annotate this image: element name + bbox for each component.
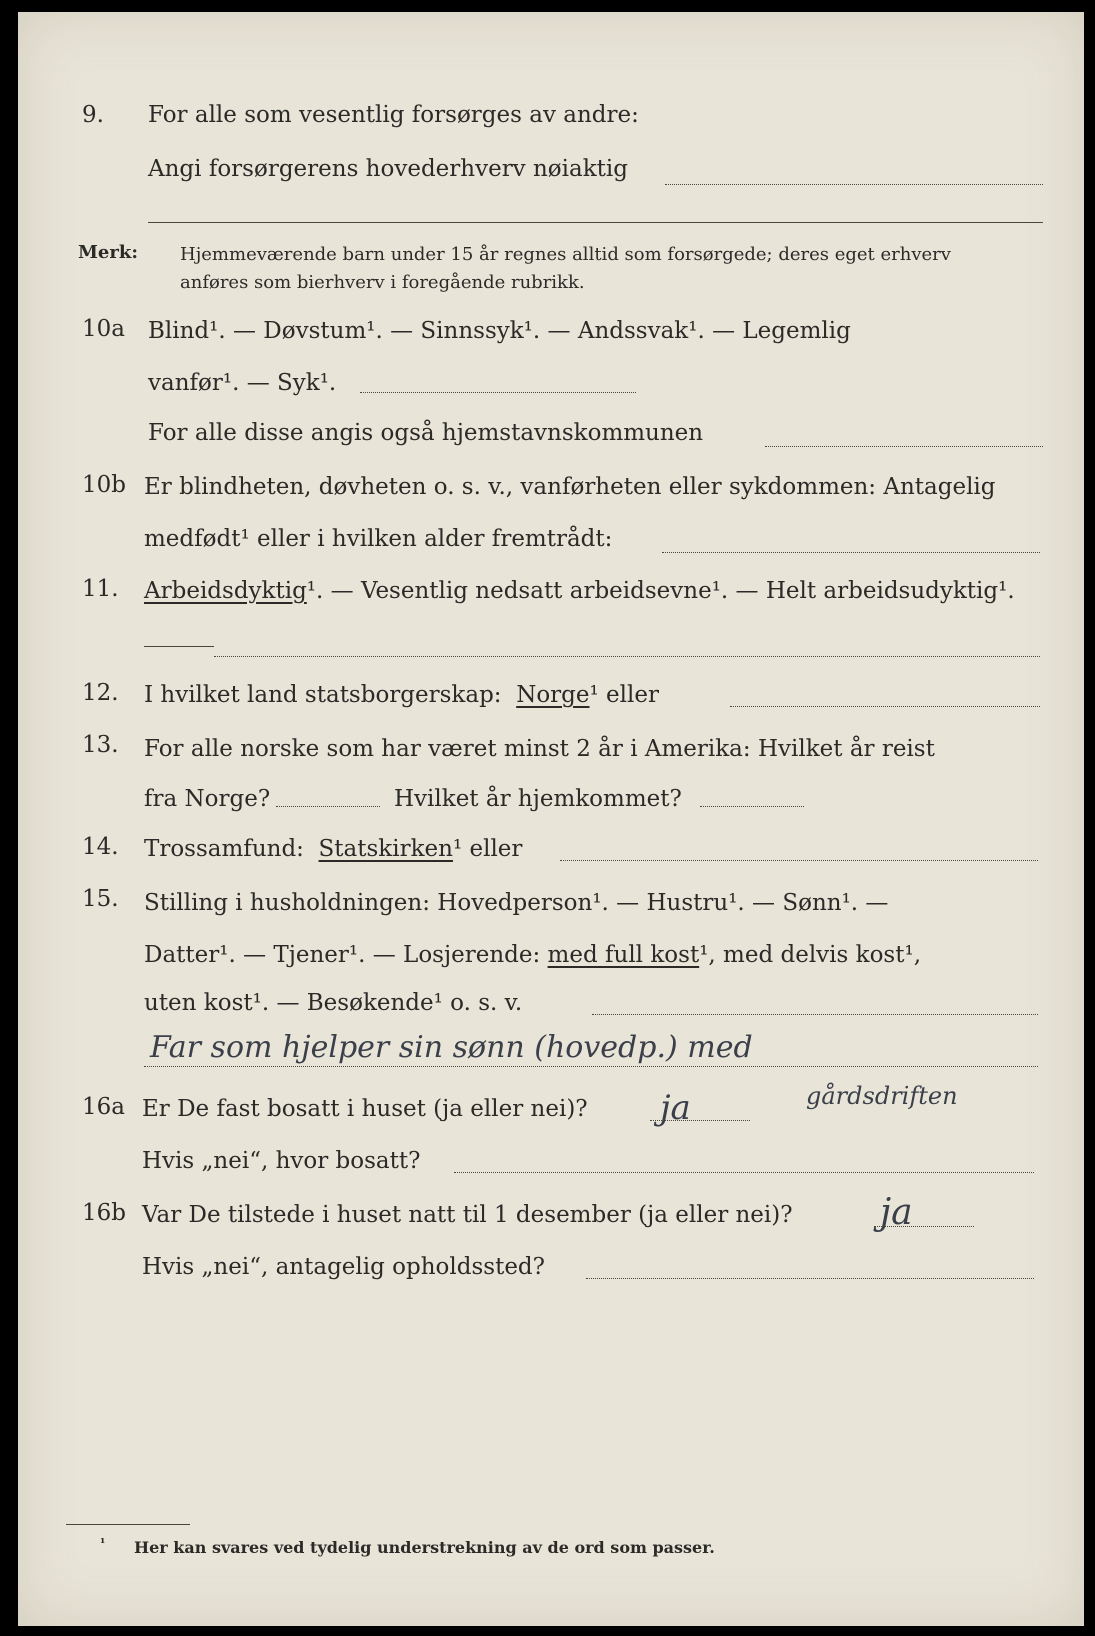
q13-hjemkommet-line — [700, 806, 804, 807]
q15-full-kost-option: med full kost — [547, 942, 700, 968]
q16b-opholdssted-line — [586, 1278, 1034, 1279]
q16b-answer-line — [874, 1226, 974, 1227]
q12-pre: I hvilket land statsborgerskap: — [144, 682, 502, 708]
q15-handwritten-answer2: gårdsdriften — [806, 1082, 958, 1110]
q13-line2a: fra Norge? — [144, 786, 271, 812]
q11-arbeidsdyktig-option: Arbeidsdyktig — [144, 578, 307, 604]
q12-answer-line — [730, 706, 1040, 707]
q10a-line3: For alle disse angis også hjemstavnskommunen — [148, 420, 704, 446]
q16b-handwritten-answer: ja — [880, 1192, 913, 1233]
merk-line1: Hjemmeværende barn under 15 år regnes alltid som forsørgede; deres eget erhverv — [180, 244, 951, 265]
footnote-rule — [66, 1524, 190, 1525]
q15-handwritten-answer: Far som hjelper sin sønn (hovedp.) med — [150, 1030, 753, 1065]
q15-line1: Stilling i husholdningen: Hovedperson¹. — Hustru¹. — Sønn¹. — — [144, 890, 889, 916]
q10a-syk-line — [360, 392, 636, 393]
q15-line2 — [144, 942, 921, 968]
merk-line2: anføres som bierhverv i foregående rubrikk. — [180, 272, 585, 293]
q13-line2b: Hvilket år hjemkommet? — [394, 786, 682, 812]
q9-line1: For alle som vesentlig forsørges av andre: — [148, 102, 639, 128]
q14-statskirken-option: Statskirken — [318, 836, 453, 862]
q14-post: ¹ eller — [452, 836, 523, 862]
q16a-line2: Hvis „nei“, hvor bosatt? — [142, 1148, 421, 1174]
q16b-line2: Hvis „nei“, antagelig opholdssted? — [142, 1254, 545, 1280]
q14-line — [144, 836, 522, 862]
q16a-handwritten-answer: ja — [660, 1088, 691, 1128]
q14-pre: Trossamfund: — [144, 836, 304, 862]
q11-number: 11. — [82, 576, 119, 602]
q16a-number: 16a — [82, 1094, 125, 1120]
q10b-line2: medfødt¹ eller i hvilken alder fremtrådt: — [144, 526, 613, 552]
q16a-bosatt-line — [454, 1172, 1034, 1173]
q10a-line2: vanfør¹. — Syk¹. — [148, 370, 337, 396]
q12-post: ¹ eller — [589, 682, 659, 708]
footnote-text: Her kan svares ved tydelig understrekning av de ord som passer. — [134, 1538, 715, 1557]
q10b-number: 10b — [82, 472, 126, 498]
q10b-answer-line — [662, 552, 1040, 553]
q13-line1: For alle norske som har været minst 2 år i Amerika: Hvilket år reist — [144, 736, 935, 762]
q16b-number: 16b — [82, 1200, 126, 1226]
q10a-hjemstavn-line — [765, 446, 1043, 447]
q11-short-line — [144, 646, 214, 647]
q12-line — [144, 682, 659, 708]
q12-number: 12. — [82, 680, 119, 706]
q12-norge-option: Norge — [516, 682, 590, 708]
q15-line2b: ¹, med delvis kost¹, — [699, 942, 922, 968]
merk-label: Merk: — [78, 242, 138, 263]
q9-answer-line — [665, 184, 1043, 185]
q11-rest: ¹. — Vesentlig nedsatt arbeidsevne¹. — Helt arbeidsudyktig¹. — [306, 578, 1015, 604]
q10a-number: 10a — [82, 316, 125, 342]
q15-answer-line — [592, 1014, 1038, 1015]
q15-line3: uten kost¹. — Besøkende¹ o. s. v. — [144, 990, 523, 1016]
q9-line2: Angi forsørgerens hovederhverv nøiaktig — [148, 156, 628, 182]
q11-line — [144, 578, 1015, 604]
q16a-line1: Er De fast bosatt i huset (ja eller nei)? — [142, 1096, 588, 1122]
q16a-answer-line — [650, 1120, 750, 1121]
q13-number: 13. — [82, 732, 119, 758]
q9-separator — [148, 222, 1043, 223]
q14-number: 14. — [82, 834, 119, 860]
q15-answer-line2 — [144, 1066, 1038, 1067]
footnote-mark: ¹ — [100, 1536, 106, 1550]
q10a-line1: Blind¹. — Døvstum¹. — Sinnssyk¹. — Andssvak¹. — Legemlig — [148, 318, 851, 344]
q16b-line1: Var De tilstede i huset natt til 1 desember (ja eller nei)? — [142, 1202, 793, 1228]
q11-answer-line — [214, 656, 1040, 657]
q15-number: 15. — [82, 886, 119, 912]
q15-line2a: Datter¹. — Tjener¹. — Losjerende: — [144, 942, 541, 968]
q10b-line1: Er blindheten, døvheten o. s. v., vanførheten eller sykdommen: Antagelig — [144, 474, 996, 500]
q9-number: 9. — [82, 102, 104, 128]
q13-reist-line — [276, 806, 380, 807]
q14-answer-line — [560, 860, 1038, 861]
